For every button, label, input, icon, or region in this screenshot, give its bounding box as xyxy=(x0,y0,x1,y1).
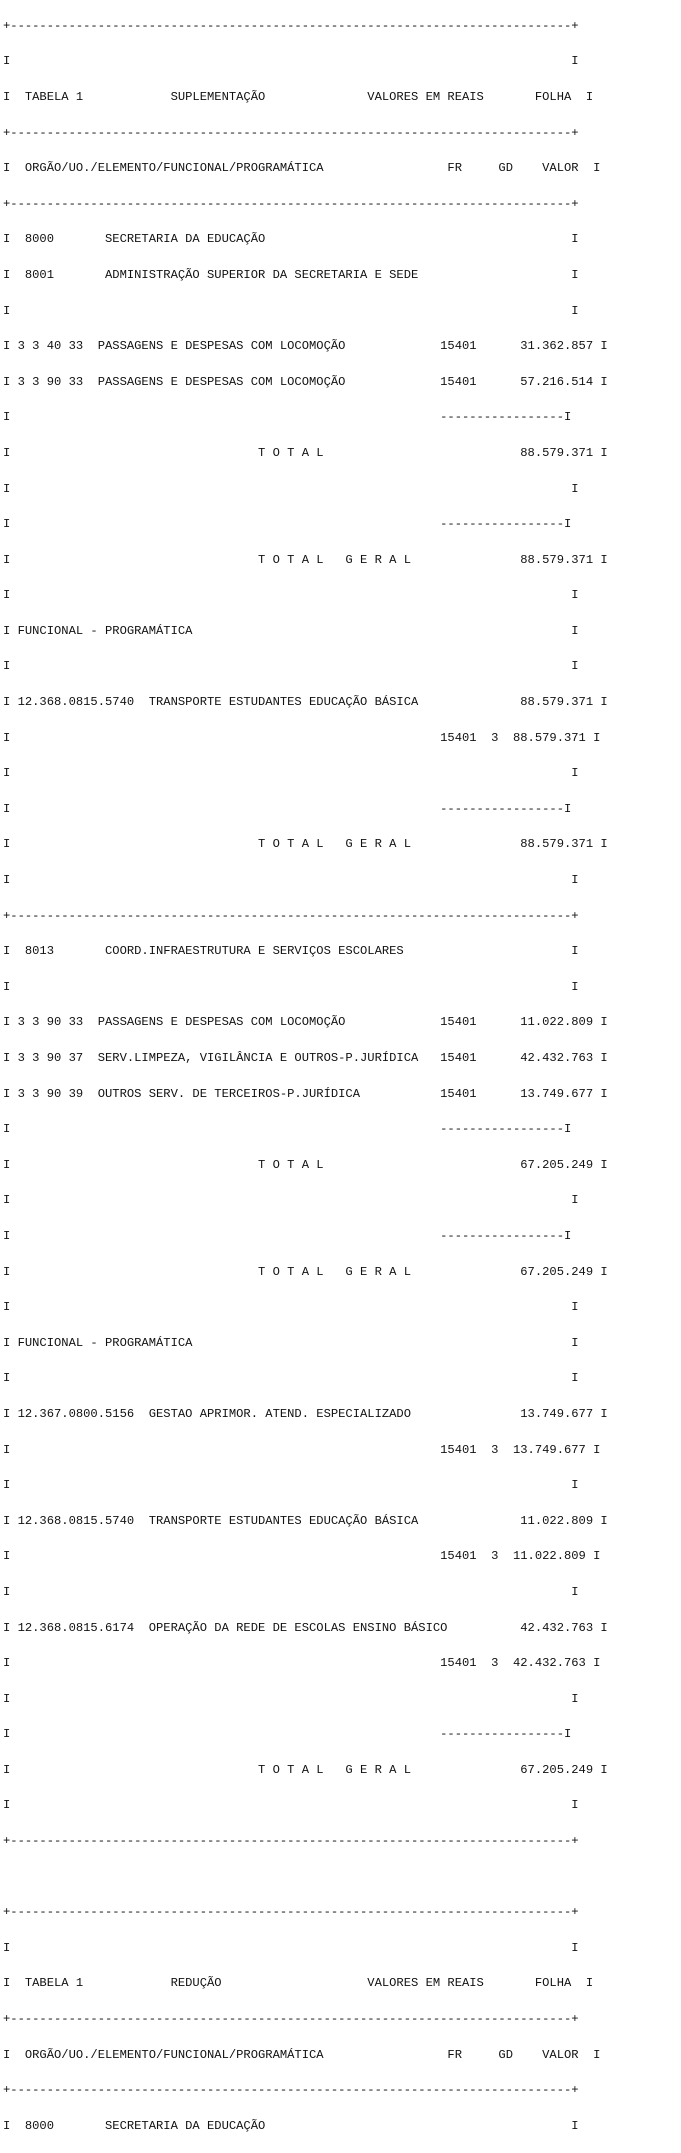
program-line: I 12.368.0815.5740 TRANSPORTE ESTUDANTES EDUCAÇÃO BÁSICA 11.022.809 I xyxy=(3,1513,608,1528)
blank-line: I I xyxy=(3,873,579,888)
program-line: I 12.368.0815.5740 TRANSPORTE ESTUDANTES EDUCAÇÃO BÁSICA 88.579.371 I xyxy=(3,695,608,710)
separator-line: I -----------------I xyxy=(3,1228,572,1243)
separator-line: I -----------------I xyxy=(3,801,572,816)
blank-line: I I xyxy=(3,1300,579,1315)
blank-line: I I xyxy=(3,979,579,994)
blank-line: I I xyxy=(3,1940,579,1955)
blank-line: I I xyxy=(3,1691,579,1706)
element-line: I 3 3 40 33 PASSAGENS E DESPESAS COM LOCOMOÇÃO 15401 31.362.857 I xyxy=(3,339,608,354)
blank-line: I I xyxy=(3,588,579,603)
element-line: I 3 3 90 33 PASSAGENS E DESPESAS COM LOCOMOÇÃO 15401 11.022.809 I xyxy=(3,1015,608,1030)
org-line: I 8000 SECRETARIA DA EDUCAÇÃO I xyxy=(3,2118,579,2133)
blank-line: I I xyxy=(3,766,579,781)
program-source-line: I 15401 3 11.022.809 I xyxy=(3,1549,601,1564)
uo-line: I 8001 ADMINISTRAÇÃO SUPERIOR DA SECRETARIA E SEDE I xyxy=(3,267,579,282)
blank-line: I I xyxy=(3,1193,579,1208)
table-header-reducao: I TABELA 1 REDUÇÃO VALORES EM REAIS FOLHA I xyxy=(3,1976,594,1991)
border-line: +-----------------------------------------------------------------------------+ xyxy=(3,18,579,33)
total-line: I T O T A L 88.579.371 I xyxy=(3,445,608,460)
separator-line: I -----------------I xyxy=(3,517,572,532)
border-line: +-----------------------------------------------------------------------------+ xyxy=(3,125,579,140)
program-line: I 12.368.0815.6174 OPERAÇÃO DA REDE DE ESCOLAS ENSINO BÁSICO 42.432.763 I xyxy=(3,1620,608,1635)
border-line: +-----------------------------------------------------------------------------+ xyxy=(3,908,579,923)
border-line: +-----------------------------------------------------------------------------+ xyxy=(3,196,579,211)
grand-total-line: I T O T A L G E R A L 88.579.371 I xyxy=(3,552,608,567)
blank-line: I I xyxy=(3,303,579,318)
blank-line: I I xyxy=(3,1584,579,1599)
grand-total-line: I T O T A L G E R A L 67.205.249 I xyxy=(3,1264,608,1279)
separator-line: I -----------------I xyxy=(3,1122,572,1137)
functional-header-line: I FUNCIONAL - PROGRAMÁTICA I xyxy=(3,1335,579,1350)
column-header-line: I ORGÃO/UO./ELEMENTO/FUNCIONAL/PROGRAMÁTICA FR GD VALOR I xyxy=(3,161,601,176)
blank-line: I I xyxy=(3,1371,579,1386)
empty-line xyxy=(3,1869,681,1887)
grand-total-line: I T O T A L G E R A L 88.579.371 I xyxy=(3,837,608,852)
separator-line: I -----------------I xyxy=(3,1727,572,1742)
org-line: I 8000 SECRETARIA DA EDUCAÇÃO I xyxy=(3,232,579,247)
separator-line: I -----------------I xyxy=(3,410,572,425)
program-line: I 12.367.0800.5156 GESTAO APRIMOR. ATEND. ESPECIALIZADO 13.749.677 I xyxy=(3,1406,608,1421)
border-line: +-----------------------------------------------------------------------------+ xyxy=(3,2012,579,2027)
border-line: +-----------------------------------------------------------------------------+ xyxy=(3,1905,579,1920)
table-header-suplementacao: I TABELA 1 SUPLEMENTAÇÃO VALORES EM REAIS FOLHA I xyxy=(3,89,594,104)
grand-total-line: I T O T A L G E R A L 67.205.249 I xyxy=(3,1762,608,1777)
border-line: +-----------------------------------------------------------------------------+ xyxy=(3,2083,579,2098)
uo-line: I 8013 COORD.INFRAESTRUTURA E SERVIÇOS ESCOLARES I xyxy=(3,944,579,959)
program-source-line: I 15401 3 13.749.677 I xyxy=(3,1442,601,1457)
blank-line: I I xyxy=(3,481,579,496)
element-line: I 3 3 90 33 PASSAGENS E DESPESAS COM LOCOMOÇÃO 15401 57.216.514 I xyxy=(3,374,608,389)
functional-header-line: I FUNCIONAL - PROGRAMÁTICA I xyxy=(3,623,579,638)
total-line: I T O T A L 67.205.249 I xyxy=(3,1157,608,1172)
program-source-line: I 15401 3 42.432.763 I xyxy=(3,1656,601,1671)
blank-line: I I xyxy=(3,659,579,674)
program-source-line: I 15401 3 88.579.371 I xyxy=(3,730,601,745)
blank-line: I I xyxy=(3,54,579,69)
column-header-line: I ORGÃO/UO./ELEMENTO/FUNCIONAL/PROGRAMÁTICA FR GD VALOR I xyxy=(3,2047,601,2062)
element-line: I 3 3 90 37 SERV.LIMPEZA, VIGILÂNCIA E OUTROS-P.JURÍDICA 15401 42.432.763 I xyxy=(3,1051,608,1066)
blank-line: I I xyxy=(3,1478,579,1493)
element-line: I 3 3 90 39 OUTROS SERV. DE TERCEIROS-P.JURÍDICA 15401 13.749.677 I xyxy=(3,1086,608,1101)
blank-line: I I xyxy=(3,1798,579,1813)
border-line: +-----------------------------------------------------------------------------+ xyxy=(3,1834,579,1849)
